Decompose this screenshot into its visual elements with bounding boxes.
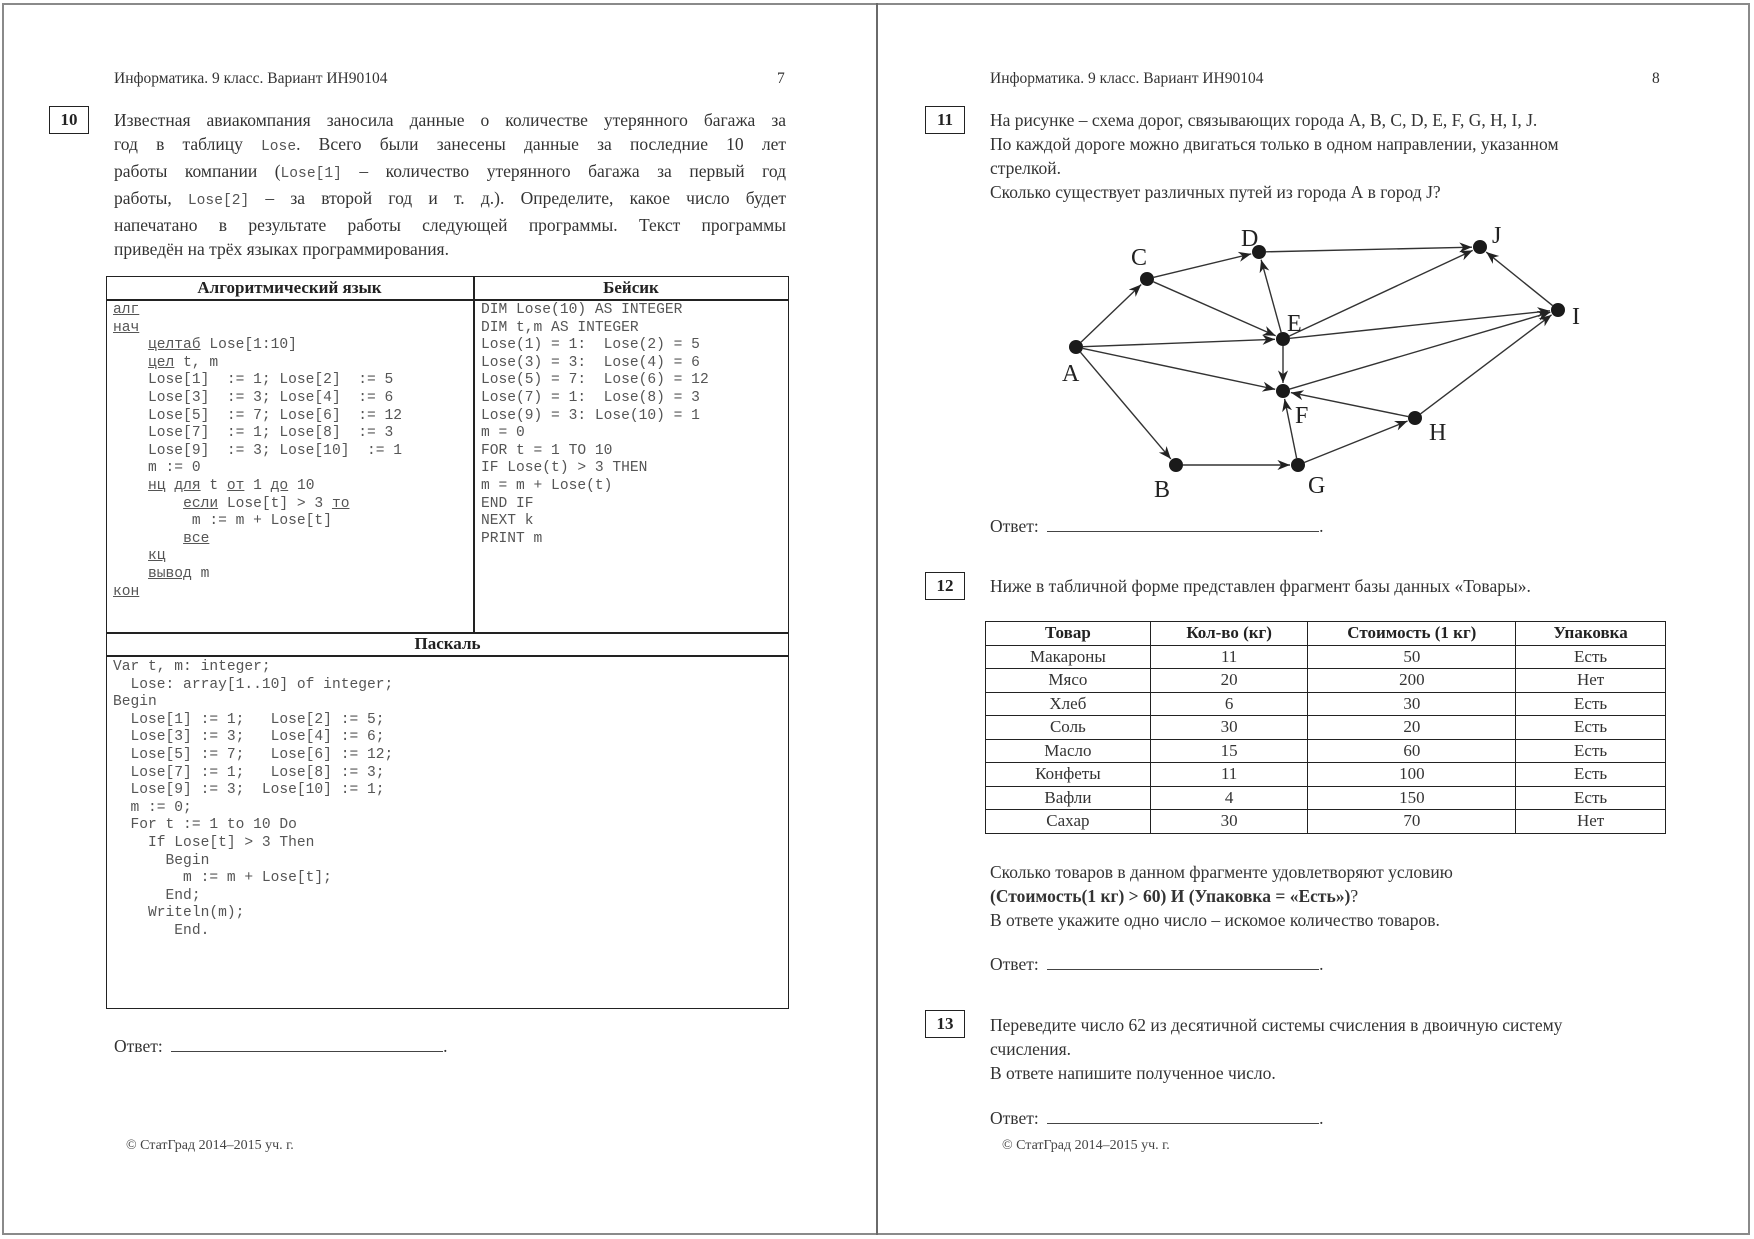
answer-field-q12[interactable] (1047, 955, 1319, 970)
table-cell: 20 (1150, 669, 1308, 693)
answer-field-q13[interactable] (1047, 1109, 1319, 1124)
city-label-A: A (1062, 361, 1080, 387)
table-cell: 4 (1150, 786, 1308, 810)
road-graph (0, 0, 1754, 560)
question-11-answer: Ответ: . (990, 516, 1324, 536)
table-row (986, 716, 1666, 740)
code-line: Lose[9] := 3; Lose[10] := 1; (113, 782, 385, 799)
question-13-line: В ответе напишите полученное число. (990, 1063, 1276, 1083)
code-line: If Lose[t] > 3 Then (113, 835, 315, 851)
code-text: Lose[3] := 3; Lose[4] := 6 (148, 390, 394, 406)
table-cell: 15 (1150, 739, 1308, 763)
keyword: если (183, 495, 219, 512)
code-line (113, 565, 209, 585)
keyword: до (270, 478, 289, 494)
text-fragment: год в таблицу (114, 134, 262, 154)
road-A-to-B (1081, 352, 1171, 459)
text-fragment: напечатано в результате работы следующей программы. Текст программы (114, 215, 786, 235)
text-fragment: приведён на трёх языках программирования. (114, 239, 449, 259)
code-line: Lose[7] := 1; Lose[8] := 3; (113, 764, 385, 781)
table-cell: 200 (1308, 669, 1516, 693)
left-page-number: 7 (777, 70, 785, 87)
road-A-to-F (1083, 348, 1275, 389)
code-line: END IF (481, 495, 534, 512)
inline-code: Lose[2] (187, 193, 250, 209)
table-row (986, 669, 1666, 693)
question-11-line: Сколько существует различных путей из города А в город J? (990, 182, 1441, 202)
road-H-to-F (1291, 393, 1408, 417)
keyword: все (183, 530, 210, 547)
answer-field-q11[interactable] (1047, 517, 1319, 532)
products-table (985, 621, 1666, 834)
keyword: нц (148, 478, 166, 494)
code-line: Begin (113, 694, 157, 711)
code-line: End; (113, 887, 201, 904)
code-line: DIM Lose(10) AS INTEGER (481, 302, 683, 318)
question-12-number-box: 12 (925, 572, 965, 600)
basic-header: Бейсик (603, 278, 659, 297)
answer-field-q10[interactable] (171, 1037, 443, 1052)
code-line: Lose(7) = 1: Lose(8) = 3 (481, 390, 700, 406)
keyword: нач (113, 319, 140, 336)
question-12-line-3: В ответе укажите одно число – искомое количество товаров. (990, 910, 1440, 930)
code-line: m := m + Lose[t]; (113, 870, 332, 887)
code-line: Var t, m: integer; (113, 659, 271, 675)
code-text: Lose[7] := 1; Lose[8] := 3 (148, 425, 394, 442)
table-cell: 11 (1150, 645, 1308, 669)
code-text: Lose[5] := 7; Lose[6] := 12 (148, 407, 403, 424)
city-label-E: E (1287, 311, 1302, 337)
code-line: Lose[5] := 7; Lose[6] := 12; (113, 747, 394, 763)
question-13-answer: Ответ: . (990, 1108, 1324, 1128)
city-node-G (1291, 458, 1305, 472)
code-text: Lose[t] > 3 (218, 495, 332, 512)
city-node-H (1408, 411, 1422, 425)
table-cell: Вафли (986, 786, 1151, 810)
code-line: m = 0 (481, 425, 525, 442)
algo-header: Алгоритмический язык (197, 278, 382, 297)
code-text: Lose[9] := 3; Lose[10] := 1 (148, 442, 403, 459)
code-text: 1 (244, 478, 271, 494)
code-line: Lose(9) = 3: Lose(10) = 1 (481, 407, 700, 424)
table-cell: Есть (1516, 786, 1666, 810)
question-11-line: На рисунке – схема дорог, связывающих города A, B, C, D, E, F, G, H, I, J. (990, 110, 1538, 130)
city-node-A (1069, 340, 1083, 354)
answer-label: Ответ: (114, 1036, 163, 1056)
city-label-H: H (1429, 420, 1447, 446)
code-line: Begin (113, 852, 210, 869)
keyword: алг (113, 302, 140, 318)
question-12-condition: (Стоимость(1 кг) > 60) И (Упаковка = «Есть»)? (990, 886, 1359, 906)
inline-code: Lose (261, 139, 297, 155)
code-text: t, m (174, 354, 219, 371)
question-13-line: Переведите число 62 из десятичной системы счисления в двоичную систему (990, 1015, 1563, 1035)
table-row (986, 810, 1666, 834)
code-line: End. (113, 923, 210, 939)
keyword: то (331, 495, 350, 512)
table-cell: Мясо (986, 669, 1151, 693)
city-label-I: I (1572, 304, 1580, 330)
table-row (986, 645, 1666, 669)
table-cell: Нет (1516, 669, 1666, 693)
text-fragment: работы компании ( (114, 161, 281, 181)
condition-bold: (Стоимость(1 кг) > 60) И (Упаковка = «Есть») (990, 886, 1351, 906)
city-label-D: D (1241, 226, 1259, 252)
inline-code: Lose[1] (280, 166, 342, 182)
table-cell: 150 (1308, 786, 1516, 810)
table-header-row (986, 622, 1666, 646)
road-A-to-E (1083, 339, 1275, 346)
code-line: Lose[3] := 3; Lose[4] := 6; (113, 729, 385, 746)
answer-label: Ответ: (990, 1108, 1039, 1128)
code-text: t (200, 478, 227, 494)
table-row (986, 739, 1666, 763)
question-12-intro: Ниже в табличной форме представлен фрагмент базы данных «Товары». (990, 576, 1531, 596)
road-H-to-I (1421, 315, 1552, 414)
table-cell: Соль (986, 716, 1151, 740)
code-line: IF Lose(t) > 3 THEN (481, 460, 648, 477)
table-cell: 30 (1150, 810, 1308, 834)
question-11-number-box: 11 (925, 106, 965, 134)
question-13-line: счисления. (990, 1039, 1072, 1059)
code-line: Lose: array[1..10] of integer; (113, 676, 394, 693)
road-D-to-J (1266, 247, 1472, 252)
table-cell: Есть (1516, 763, 1666, 787)
keyword: целтаб (148, 337, 201, 354)
code-text: Lose[1] := 1; Lose[2] := 5 (148, 372, 394, 389)
code-line: m = m + Lose(t) (481, 478, 613, 494)
column-header: Кол-во (кг) (1150, 622, 1308, 646)
code-line: PRINT m (481, 530, 543, 547)
table-cell: Есть (1516, 645, 1666, 669)
table-row (986, 763, 1666, 787)
city-node-J (1473, 240, 1487, 254)
road-I-to-J (1486, 252, 1552, 306)
table-cell: Есть (1516, 739, 1666, 763)
code-line: FOR t = 1 TO 10 (481, 442, 613, 459)
city-label-G: G (1308, 473, 1326, 499)
code-text: Lose[1:10] (200, 337, 297, 354)
code-text: 10 (288, 478, 315, 494)
table-cell: 70 (1308, 810, 1516, 834)
question-11-line: По каждой дороге можно двигаться только в одном направлении, указанном (990, 134, 1559, 154)
road-G-to-H (1304, 421, 1407, 462)
question-13-text (990, 1013, 1670, 1085)
question-12-text (990, 860, 1453, 932)
road-C-to-D (1154, 254, 1251, 277)
road-C-to-E (1153, 282, 1275, 336)
table-cell: Нет (1516, 810, 1666, 834)
code-line: DIM t,m AS INTEGER (481, 319, 639, 336)
table-row (986, 786, 1666, 810)
table-cell: Макароны (986, 645, 1151, 669)
table-cell: Масло (986, 739, 1151, 763)
code-line: Lose(1) = 1: Lose(2) = 5 (481, 337, 700, 354)
column-header: Стоимость (1 кг) (1308, 622, 1516, 646)
column-header: Упаковка (1516, 622, 1666, 646)
answer-label: Ответ: (990, 954, 1039, 974)
table-cell: 30 (1308, 692, 1516, 716)
keyword: кц (148, 548, 166, 565)
right-page-footer: © СтатГрад 2014–2015 уч. г. (1002, 1138, 1170, 1153)
table-cell: 30 (1150, 716, 1308, 740)
question-11-line: стрелкой. (990, 158, 1061, 178)
table-cell: Сахар (986, 810, 1151, 834)
question-12-answer: Ответ: . (990, 954, 1324, 974)
text-fragment: . Всего были занесены данные за последние 10 лет (296, 134, 787, 154)
city-label-C: C (1131, 245, 1148, 271)
road-A-to-C (1081, 285, 1141, 343)
city-label-F: F (1295, 403, 1309, 429)
table-cell: Конфеты (986, 763, 1151, 787)
question-12-line-1: Сколько товаров в данном фрагменте удовлетворяют условию (990, 862, 1453, 882)
code-line: Lose[1] := 1; Lose[2] := 5; (113, 711, 385, 728)
code-line: NEXT k (481, 513, 534, 530)
keyword: цел (148, 354, 175, 371)
right-page-header: Информатика. 9 класс. Вариант ИН90104 (990, 70, 1264, 87)
code-line: Lose(5) = 7: Lose(6) = 12 (481, 372, 709, 389)
text-fragment: – количество утерянного багажа за первый год (341, 161, 787, 181)
pascal-header: Паскаль (414, 634, 481, 653)
table-cell: 100 (1308, 763, 1516, 787)
left-page-header: Информатика. 9 класс. Вариант ИН90104 (114, 70, 388, 87)
answer-label: Ответ: (990, 516, 1039, 536)
table-cell: Есть (1516, 716, 1666, 740)
table-cell: 20 (1308, 716, 1516, 740)
code-line: Lose(3) = 3: Lose(4) = 6 (481, 354, 700, 371)
table-cell: 11 (1150, 763, 1308, 787)
city-label-J: J (1492, 223, 1502, 249)
code-text: m := m + Lose[t] (191, 513, 332, 530)
city-node-B (1169, 458, 1183, 472)
table-row (986, 692, 1666, 716)
keyword: от (226, 478, 245, 494)
text-fragment: Известная авиакомпания заносила данные о количестве утерянного багажа за (114, 110, 786, 130)
code-line: m := 0; (113, 799, 192, 816)
right-page-number: 8 (1652, 70, 1660, 87)
road-E-to-J (1289, 250, 1472, 336)
code-line (113, 583, 139, 603)
text-fragment: – за второй год и т. д.). Определите, какое число будет (249, 188, 786, 208)
pascal-header-bottom-rule (106, 655, 789, 657)
keyword: для (174, 478, 201, 494)
code-line: For t := 1 to 10 Do (113, 817, 297, 834)
keyword: кон (113, 583, 140, 600)
question-13-number-box: 13 (925, 1010, 965, 1038)
table-cell: 50 (1308, 645, 1516, 669)
city-label-B: B (1154, 477, 1171, 503)
question-10-number-box: 10 (49, 106, 89, 134)
city-node-C (1140, 272, 1154, 286)
text-fragment: работы, (114, 188, 188, 208)
column-header: Товар (986, 622, 1151, 646)
left-page-footer: © СтатГрад 2014–2015 уч. г. (126, 1138, 294, 1153)
code-text: m (191, 566, 210, 582)
question-10-answer: Ответ: . (114, 1036, 448, 1056)
table-cell: 60 (1308, 739, 1516, 763)
table-cell: Есть (1516, 692, 1666, 716)
road-F-to-I (1290, 312, 1551, 389)
city-node-I (1551, 303, 1565, 317)
road-E-to-D (1261, 260, 1281, 333)
table-cell: Хлеб (986, 692, 1151, 716)
city-node-F (1276, 384, 1290, 398)
table-cell: 6 (1150, 692, 1308, 716)
keyword: вывод (148, 566, 192, 582)
code-line: Writeln(m); (113, 905, 245, 922)
code-text: m := 0 (148, 460, 201, 477)
